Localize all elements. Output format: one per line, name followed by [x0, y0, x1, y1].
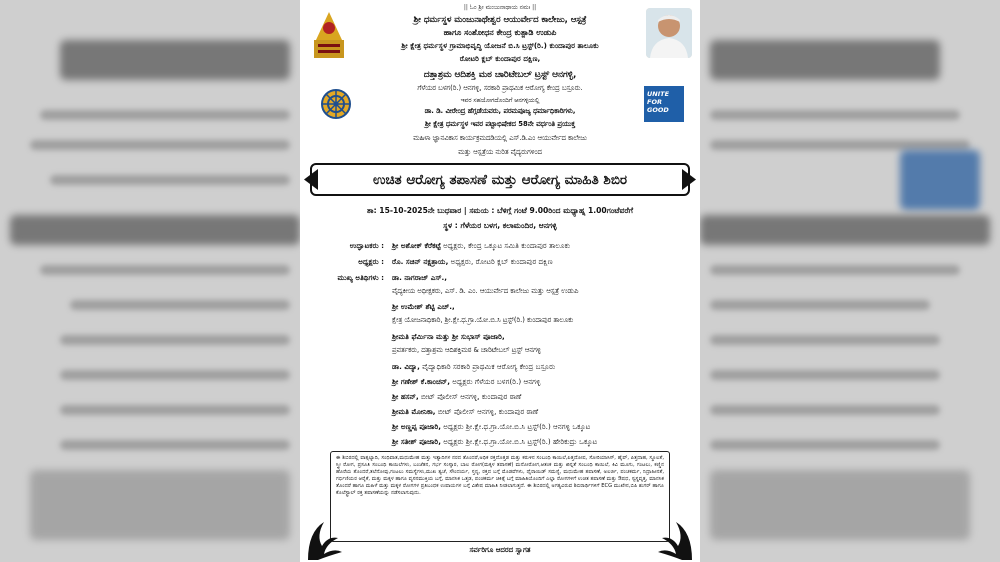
person-row [392, 241, 570, 251]
person-name: ಶ್ರೀಮತಿ ಮೋನಿಕಾ, [392, 407, 436, 416]
venue-line: ಸ್ಥಳ : ಗೆಳೆಯರ ಬಳಗ, ಕಲಾಮಂದಿರ, ಆನಗಳ್ಳಿ [443, 221, 557, 230]
header-line-10: ಮಹಿಳಾ ಜ್ಞಾನವಿಕಾಸ ಕಾರ್ಯಕ್ರಮದಡಿಯಲ್ಲಿ ಎಸ್.ಡಿ.ಎಂ ಆಯುರ್ವೇದ ಕಾಲೇಜು [413, 134, 587, 142]
unite-for-good-logo: UNITE FOR GOOD [644, 86, 684, 122]
header-line-4: ರೋಟರಿ ಕ್ಲಬ್ ಕುಂದಾಪುರ ದಕ್ಷಿಣ, [459, 54, 541, 63]
person-name: ಡಾ. ನಾಗರಾಜ್ ಎಸ್., [392, 273, 447, 282]
person-detail-line: ವೈದ್ಯಕೀಯ ಅಧೀಕ್ಷಕರು, ಎಸ್. ಡಿ. ಎಂ. ಆಯುರ್ವೇದ ಕಾಲೇಜು ಮತ್ತು ಆಸ್ಪತ್ರೆ ಉಡುಪಿ [392, 287, 579, 295]
header-line-5: ದತ್ತಾಶ್ರಮ ಆದಿಶಕ್ತಿ ಮಠ ಚಾರಿಟೇಬಲ್ ಟ್ರಸ್ಟ್ ಆನಗಳ್ಳಿ, [423, 70, 577, 80]
person-row [392, 273, 447, 283]
person-name: ರೊ. ಸಚಿನ್ ನಕ್ಷತ್ರಾಯ, [392, 257, 449, 266]
invocation-text: || ಓಂ ಶ್ರೀ ಮಂಜುನಾಥಾಯ ನಮಃ || [463, 4, 537, 11]
person-detail: ಅಧ್ಯಕ್ಷರು ಶ್ರೀ.ಕ್ಷೇ.ಧ.ಗ್ರಾ.ಯೋ.ಬಿ.ಸಿ ಟ್ರಸ್ಟ್(ರಿ.) ಆನಗಳ್ಳಿ ಒಕ್ಕೂಟ [440, 422, 591, 431]
role-chief-guests: ಮುಖ್ಯ ಅತಿಥಿಗಳು : [337, 273, 384, 282]
blurred-background-right [700, 0, 1000, 562]
person-row [392, 377, 540, 387]
person-detail: ಬೀಟ್ ಪೊಲೀಸ್ ಆನಗಳ್ಳಿ, ಕುಂದಾಪುರ ಠಾಣೆ [435, 407, 539, 416]
poster-document [300, 0, 700, 562]
person-row [392, 362, 555, 372]
header-line-7: ಇವರ ಸಹಯೋಗದೊಂದಿಗೆ ಆನಗಳ್ಳಿಯಲ್ಲಿ [460, 97, 540, 104]
person-name: ಡಾ. ವಿದ್ಯಾ, [392, 362, 420, 371]
camp-title-banner [310, 163, 690, 196]
header-line-6: ಗೆಳೆಯರ ಬಳಗ(ರಿ.) ಆನಗಳ್ಳಿ, ಸರಕಾರಿ ಪ್ರಾಥಮಿಕ ಆರೋಗ್ಯ ಕೇಂದ್ರ ಬಸ್ರೂರು. [417, 84, 583, 92]
date-time-line: ತಾ: 15-10-2025ನೇ ಬುಧವಾರ | ಸಮಯ : ಬೆಳಿಗ್ಗೆ ಗಂಟೆ 9.00ರಿಂದ ಮಧ್ಯಾಹ್ನ 1.00ಗಂಟೆವರೆಗೆ [366, 206, 634, 215]
person-name: ಶ್ರೀ ಅಣ್ಣಪ್ಪ ಪೂಜಾರಿ, [392, 422, 441, 431]
person-row [392, 257, 553, 267]
camp-title: ಉಚಿತ ಆರೋಗ್ಯ ತಪಾಸಣೆ ಮತ್ತು ಆರೋಗ್ಯ ಮಾಹಿತಿ ಶಿಬಿರ [372, 171, 628, 188]
person-name: ಶ್ರೀ ಅಶೋಕ್ ಕೆರೆಕಟ್ಟೆ [392, 241, 441, 250]
person-name: ಶ್ರೀಮತಿ ಫೆರ್ಮಿನಾ ಮತ್ತು ಶ್ರೀ ಸುಭಾಸ್ ಪೂಜಾರಿ, [392, 332, 505, 341]
person-row [392, 332, 505, 342]
header-line-8: ಡಾ. ಡಿ. ವೀರೇಂದ್ರ ಹೆಗ್ಗಡೆಯವರು, ಪರಮಪೂಜ್ಯ ಧರ್ಮಾಧಿಕಾರಿಗಳು, [424, 107, 576, 115]
rotary-wheel-icon [320, 88, 352, 120]
person-row [392, 302, 455, 312]
person-name: ಶ್ರೀ ಗಣೇಶ್ ಕೆ.ಕಾಂಚನ್, [392, 377, 450, 386]
header-line-11: ಮತ್ತು ಆಸ್ಪತ್ರೆಯ ನುರಿತ ವೈದ್ಯರುಗಳಿಂದ [458, 148, 542, 156]
role-president: ಅಧ್ಯಕ್ಷರು : [358, 257, 384, 266]
person-detail: ವೈದ್ಯಾಧಿಕಾರಿ ಸರಕಾರಿ ಪ್ರಾಥಮಿಕ ಆರೋಗ್ಯ ಕೇಂದ್ರ ಬಸ್ರೂರು [419, 362, 556, 371]
temple-emblem-icon [312, 10, 346, 60]
person-name: ಶ್ರೀ ಹಸನ್, [392, 392, 419, 401]
person-name: ಶ್ರೀ ಸತೀಶ್ ಪೂಜಾರಿ, [392, 437, 441, 446]
person-detail: ಅಧ್ಯಕ್ಷರು ಗೆಳೆಯರ ಬಳಗ(ರಿ.) ಆನಗಳ್ಳಿ [449, 377, 541, 386]
role-inaugurator: ಉದ್ಘಾಟಕರು : [349, 241, 384, 250]
blurred-background-left [0, 0, 300, 562]
person-row [392, 437, 597, 447]
header-line-3: ಶ್ರೀ ಕ್ಷೇತ್ರ ಧರ್ಮಸ್ಥಳ ಗ್ರಾಮಾಭಿವೃದ್ಧಿ ಯೋಜನೆ ಬಿ.ಸಿ ಟ್ರಸ್ಟ್(ರಿ.) ಕುಂದಾಪುರ ತಾಲೂಕು [401, 41, 599, 50]
welcome-text: ಸರ್ವರಿಗೂ ಆದರದ ಸ್ವಾಗತ [469, 546, 531, 554]
header-line-2: ಹಾಗೂ ಸಂಶೋಧನ ಕೇಂದ್ರ ಕುತ್ಪಾಡಿ ಉಡುಪಿ [443, 28, 557, 37]
person-detail: ಅಧ್ಯಕ್ಷರು, ರೋಟರಿ ಕ್ಲಬ್ ಕುಂದಾಪುರ ದಕ್ಷಿಣ [448, 257, 553, 266]
services-notice-box [330, 451, 670, 542]
header-line-9: ಶ್ರೀ ಕ್ಷೇತ್ರ ಧರ್ಮಸ್ಥಳ ಇವರ ಪಟ್ಟಾಭಿಷೇಕದ 58ನೇ ವರ್ಧಂತಿ ಪ್ರಯುಕ್ತ [424, 120, 576, 128]
person-detail: ಬೀಟ್ ಪೊಲೀಸ್ ಆನಗಳ್ಳಿ, ಕುಂದಾಪುರ ಠಾಣೆ [418, 392, 522, 401]
person-row [392, 407, 538, 417]
person-row [392, 422, 590, 432]
services-notice-text: ಈ ಶಿಬಿರದಲ್ಲಿ ವಾತ್ಸಲ್ಯಾದಿ, ಸಂಧಿವಾತ,ಮಧುಮೇಹ ಮತ್ತು ಇತ್ಯಾದಿಗಳ ನರದ ತೊಂದರೆ,ಅಧಿಕ ರಕ್ತದೊತ್ತಡ ಮತ್ತು ಕರುಳಿನ ಸಂಬಂಧಿ ಕಾಯಿಲೆ,ಪಿತ್ತದೋಷ, ಸೋರಿಯಾಸಿಸ್, ಹೈಪ್, ಪಿತ್ತದಾಹ, ಸ್ಥೂಲತೆ, ಸ್ತ್ರೀ ರೋಗ, ಪ್ರಸೂತಿ ಸಂಬಂಧಿ ಕಾಯಿಲೆಗಳು, ಬಂಜೆತನ, ಗರ್ಭ ಸಂಸ್ಕಾರ, ಬಾಲ ರೋಗ(ಮಕ್ಕಳ ತಪಾಸಣೆ) ಮನೋರೋಗ,ಆತಂಕ ಮತ್ತು ಖಿನ್ನತೆ ಸಂಬಂಧಿ ಕಾಯಿಲೆ, ಕಿವಿ ಮೂಗು, ಗಂಟಲು, ಕಣ್ಣಿನ ಹೊರೆಯ ತೊಂದರೆ,ತಲೆನೋವು,ಗಂಟಲು ಸಮಸ್ಯೆಗಳು,ಮುಖ ತ್ವಚೆ, ಸೌಂದರ್ಯ, ಸ್ತನ್ಯ, ರಕ್ತದ ಬಗ್ಗೆ ಮೊಡವೆಗಳು, ಥೈರಾಯಿಡ್ ಸಮಸ್ಯೆ, ಮಧುಮೇಹ ತಪಾಸಣೆ, ಅಲರ್ಜಿ, ಪಂಚಕರ್ಮ, ನಿದ್ರಾಹೀನತೆ, ಗರ್ಭಿಣಿಯರ ಆರೈಕೆ, ಮತ್ತು ಮಕ್ಕಳ ಹಾಗೂ ವ್ಯಸನಮುಕ್ತಿಯ ಬಗ್ಗೆ, ಮಾನಸಿಕ ಒತ್ತಡ, ಪಂಚಕರ್ಮ ಚಿಕಿತ್ಸೆ ಬಗ್ಗೆ ಮಾಹಿತಿಯೊಂದಿಗೆ ಎಲ್ಲಾ ರೋಗಗಳಿಗೆ ಉಚಿತ ತಪಾಸಣೆ ಮತ್ತು ಔಷಧ, ಸ್ವಸ್ಥವೃತ್ತ, ಮಾನಸಿಕ ತೊಂದರೆ ಹಾಗೂ ಮಹಿಳೆ ಮತ್ತು ಮಕ್ಕಳ ರೋಗಗಳ ಪ್ರತಿಬಂಧಕ ಉಪಾಯಗಳ ಬಗ್ಗೆ ವಿಶೇಷ ಮಾಹಿತಿ ನೀಡಲಾಗುತ್ತದೆ. ಈ ಶಿಬಿರದಲ್ಲಿ ಅಗತ್ಯವಿರುವ ಶಿಬಿರಾರ್ಥಿಗಳಿಗೆ ECG ಮುಖೇನ,ಬಿಪಿ ಶುಗರ್ ಹಾಗೂ ಕೊಲೆಸ್ಟ್ರಾಲ್ ರಕ್ತ ತಪಾಸಣೆಯನ್ನು ನಡೆಸಲಾಗುವುದು. [336, 455, 664, 497]
person-row [392, 392, 521, 402]
person-detail-line: ಕ್ಷೇತ್ರ ಯೋಜನಾಧಿಕಾರಿ, ಶ್ರೀ.ಕ್ಷೇ.ಧ.ಗ್ರಾ.ಯೋ.ಬಿ.ಸಿ ಟ್ರಸ್ಟ್(ರಿ.) ಕುಂದಾಪುರ ತಾಲೂಕು [392, 316, 574, 324]
person-detail: ಅಧ್ಯಕ್ಷರು ಶ್ರೀ.ಕ್ಷೇ.ಧ.ಗ್ರಾ.ಯೋ.ಬಿ.ಸಿ ಟ್ರಸ್ಟ್(ರಿ.) ಹೇರಿಕುದ್ರು ಒಕ್ಕೂಟ [440, 437, 598, 446]
person-detail: ಅಧ್ಯಕ್ಷರು, ಕೇಂದ್ರ ಒಕ್ಕೂಟ ಸಮಿತಿ ಕುಂದಾಪುರ ತಾಲೂಕು [440, 241, 571, 250]
portrait-photo [646, 8, 692, 58]
person-detail-line: ಪ್ರವರ್ತಕರು, ದತ್ತಾಶ್ರಮ ಆದಿಶಕ್ತಿಮಠ & ಚಾರಿಟೇಬಲ್ ಟ್ರಸ್ಟ್ ಆನಗಳ್ಳಿ [392, 346, 541, 354]
person-name: ಶ್ರೀ ಉಮೇಶ್ ಶೆಟ್ಟಿ ಎಚ್., [392, 302, 455, 311]
header-line-1: ಶ್ರೀ ಧರ್ಮಸ್ಥಳ ಮಂಜುನಾಥೇಶ್ವರ ಆಯುರ್ವೇದ ಕಾಲೇಜು, ಆಸ್ಪತ್ರೆ [413, 14, 587, 24]
